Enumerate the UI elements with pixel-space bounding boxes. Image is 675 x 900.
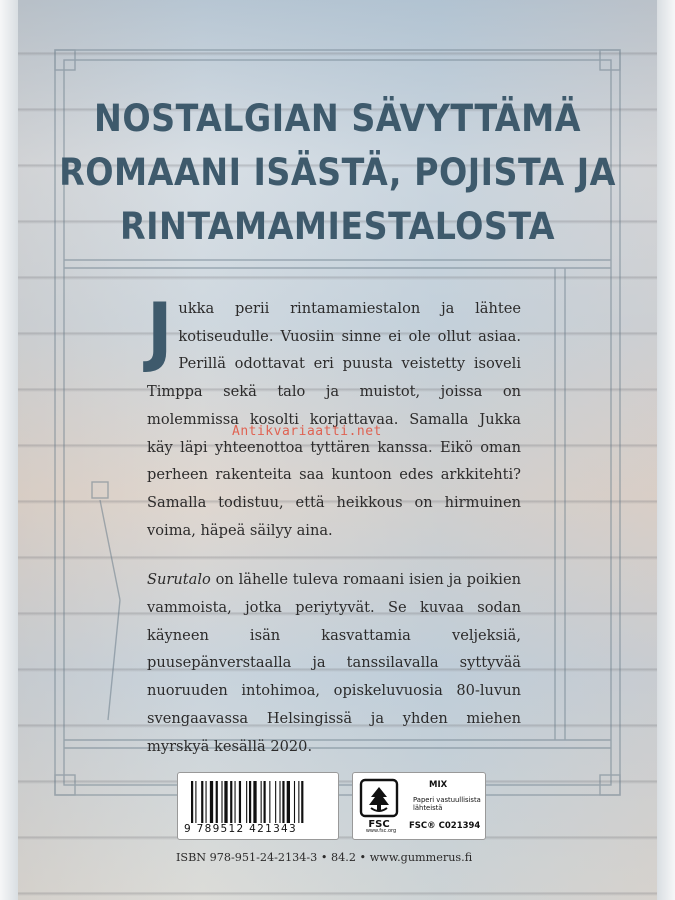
separator-bullet: • [320,851,328,864]
fsc-url: www.fsc.org [365,828,397,834]
barcode-digits: 9 789512 421343 [184,823,298,835]
headline-line-1: NOSTALGIAN SÄVYTTÄMÄ [94,97,581,140]
fsc-mix-label: MIX [429,780,448,790]
fsc-logo-label: FSC [368,819,390,830]
fsc-license-code: FSC® C021394 [409,821,481,831]
blurb [147,286,521,760]
watermark: Antikvariaatti.net [232,424,382,439]
barcode-panel [177,772,339,840]
isbn-number: ISBN 978-951-24-2134-3 [176,851,318,864]
drop-cap-letter: J [147,286,173,375]
barcode-icon [189,781,329,823]
blurb-paragraph-2-text: on lähelle tuleva romaani isien ja poikien vammoista, jotka periytyvät. Se kuvaa sodan käyneen isän kasvattamia veljeksiä, puusepänverstaalla ja tanssilavalla syttyvää nuoruuden intohimoa, opiskeluvuosia 80-luvun svengaavassa Helsingissä ja yhden miehen myrskyä kesällä 2020. [147,571,521,755]
fsc-certification-panel [352,772,486,840]
headline-line-2: ROMAANI ISÄSTÄ, POJISTA JA [59,151,616,194]
blurb-paragraph-1-text: ukka perii rintamamiestalon ja lähtee kotiseudulle. Vuosiin sinne ei ole ollut asiaa. Perillä odottavat eri puusta veistetty isoveli Timppa sekä talo ja muistot, joissa on molemmissa kosolti korjattavaa. Samalla Jukka käy läpi yhteenottoa tyttären kanssa. Eikö oman perheen rakenteita saa kuntoon edes arkkitehti? Samalla todistuu, että heikkous on hirmuinen voima, häpeä säilyy aina. [147,300,521,539]
fsc-description: Paperi vastuullisista lähteistä [413,796,481,812]
publication-info [176,851,536,864]
library-classification: 84.2 [331,851,356,864]
cover-headline [40,92,635,254]
publisher-website: www.gummerus.fi [369,851,473,864]
headline-line-3: RINTAMAMIESTALOSTA [120,205,555,248]
blurb-paragraph-1 [147,286,521,544]
blurb-paragraph-2 [147,566,521,760]
fsc-tree-logo-icon [359,778,399,830]
book-title-italic: Surutalo [147,571,211,589]
separator-bullet: • [359,851,367,864]
